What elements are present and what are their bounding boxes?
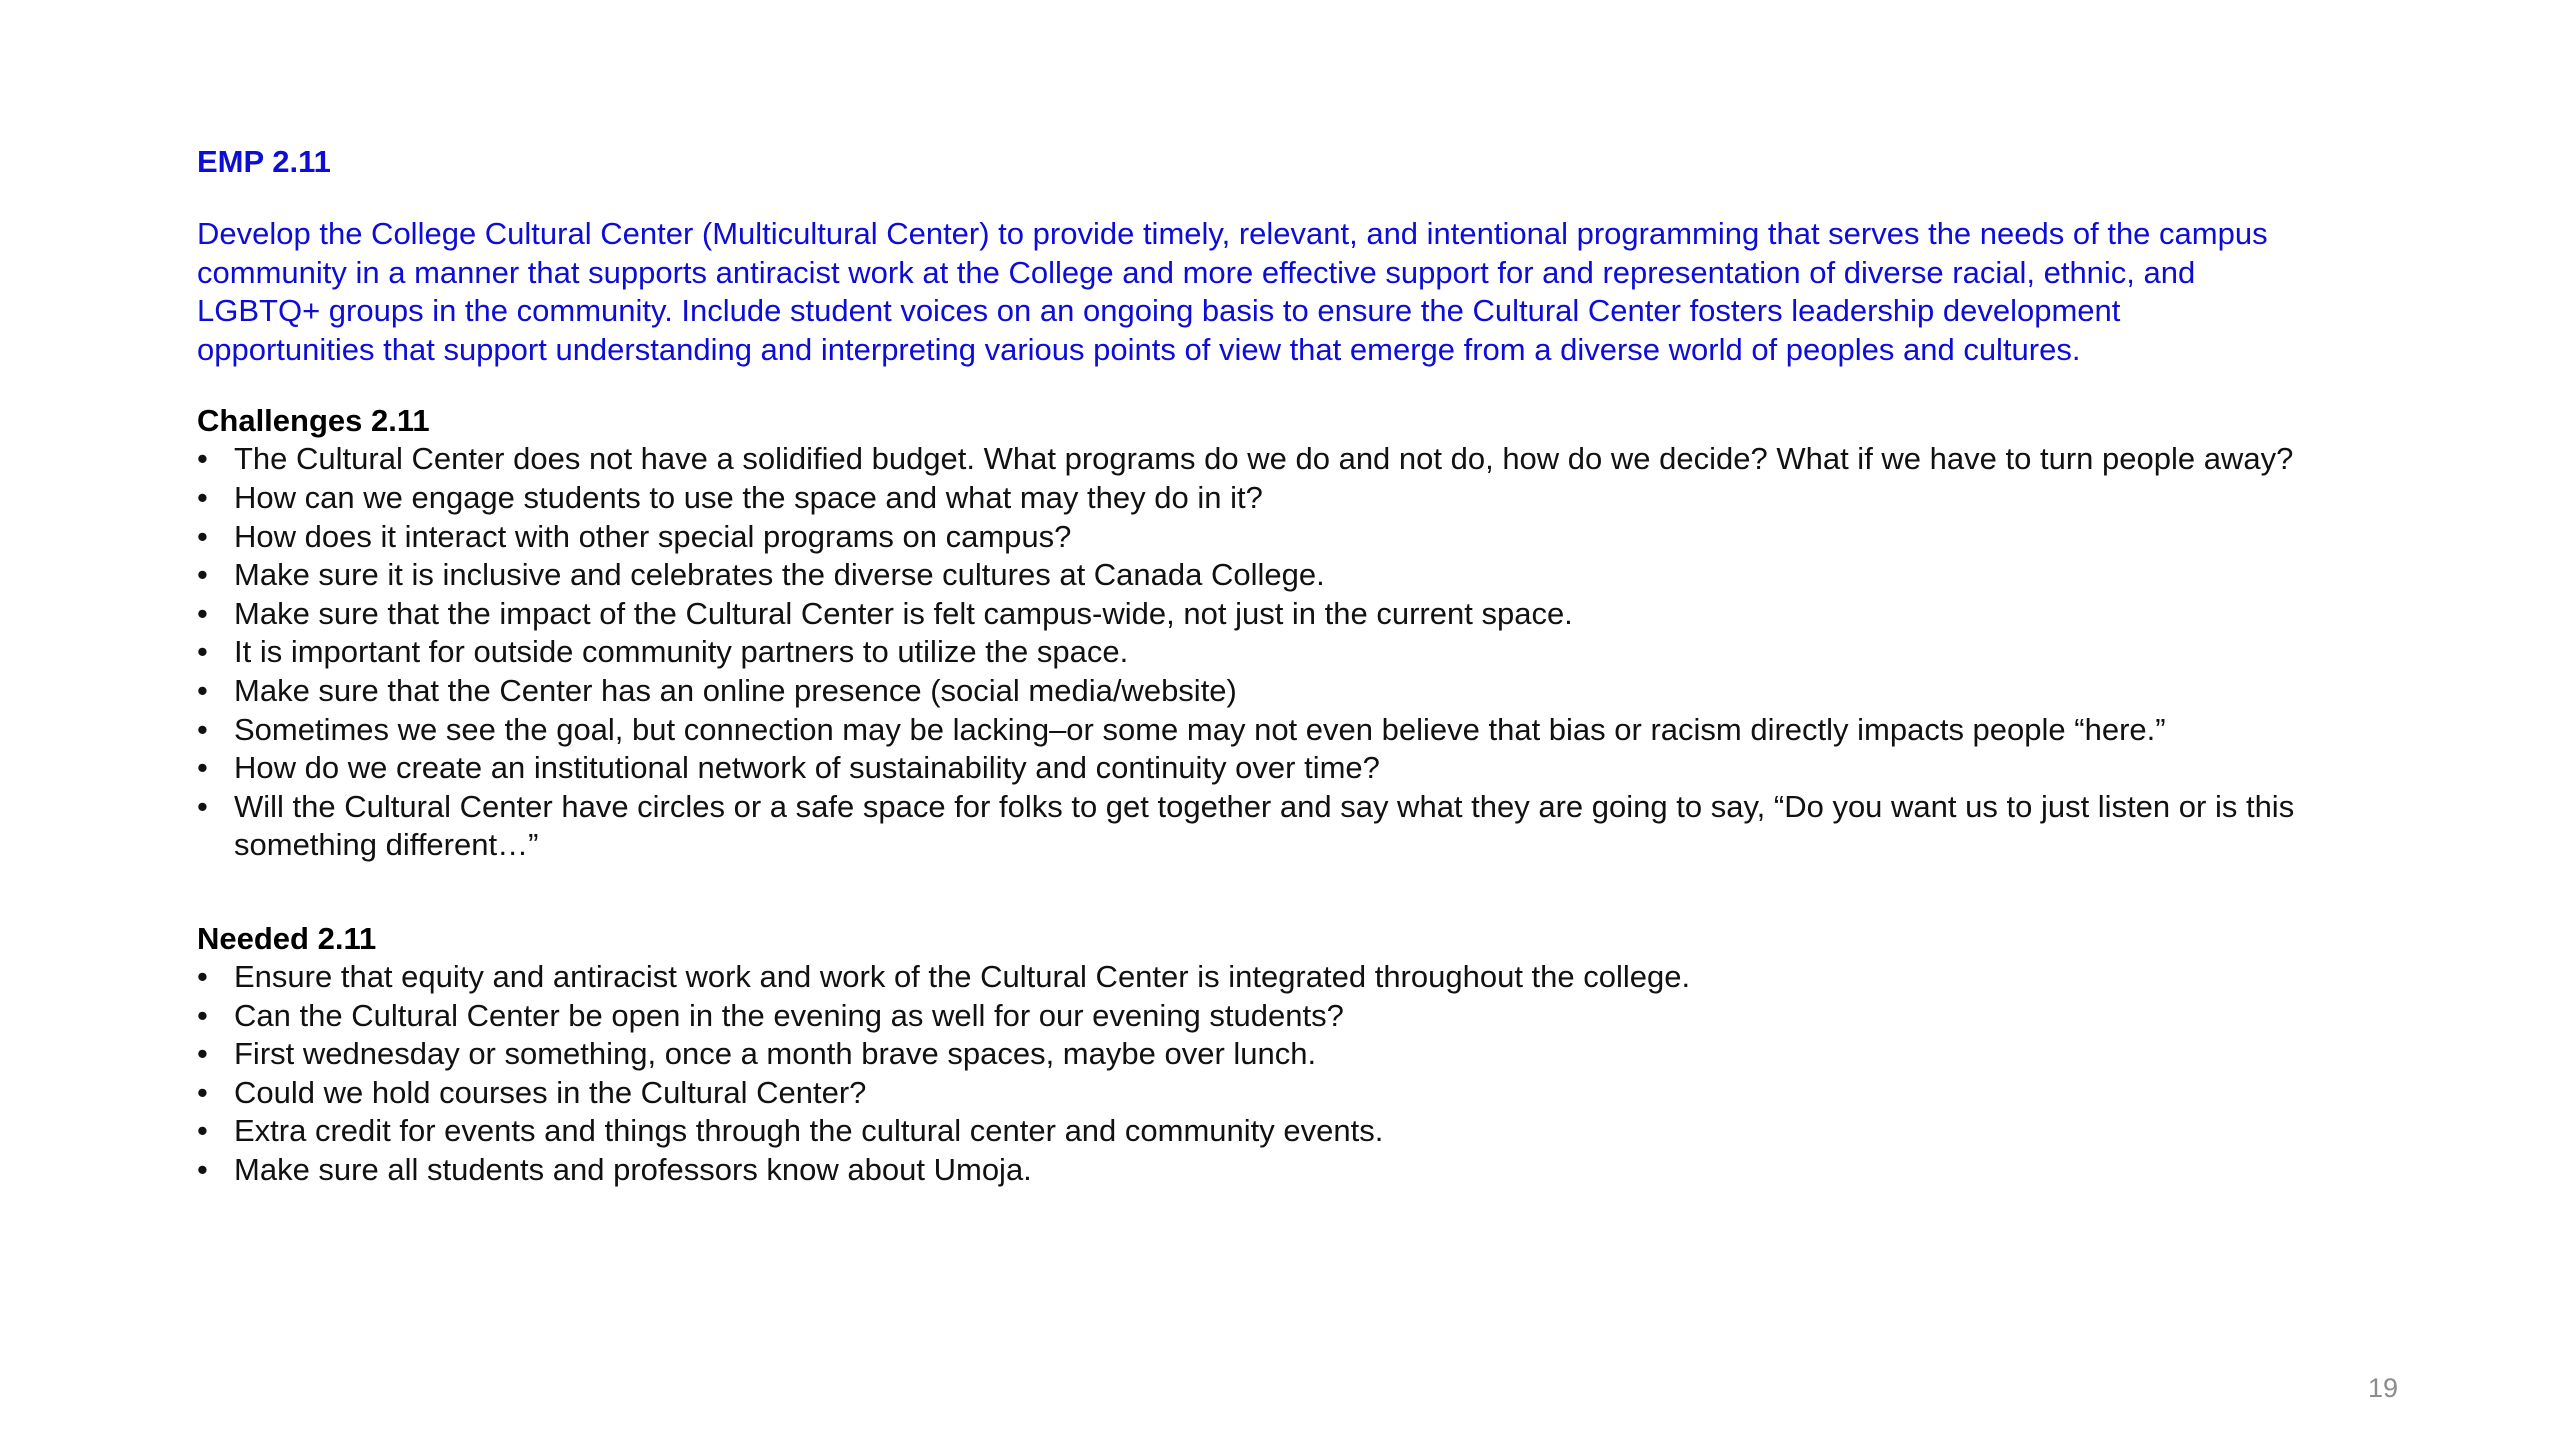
challenge-item (197, 440, 2394, 479)
challenge-item (197, 749, 2394, 788)
bullet-dot: • (197, 750, 208, 786)
challenge-text: How can we engage students to use the space and what may they do in it? (234, 479, 1263, 515)
needed-item (197, 1074, 2394, 1113)
challenge-item (197, 788, 2394, 865)
challenge-item (197, 711, 2394, 750)
needed-item (197, 1112, 2394, 1151)
needed-text: Could we hold courses in the Cultural Center? (234, 1074, 867, 1110)
bullet-dot: • (197, 595, 208, 631)
bullet-dot: • (197, 1151, 208, 1187)
challenge-item (197, 479, 2394, 518)
bullet-dot: • (197, 479, 208, 515)
challenge-text: How does it interact with other special programs on campus? (234, 518, 1072, 554)
bullet-dot: • (197, 634, 208, 670)
needed-text: Make sure all students and professors know about Umoja. (234, 1151, 1032, 1187)
needed-title: Needed 2.11 (197, 920, 377, 956)
challenge-text: Will the Cultural Center have circles or a safe space for folks to get together and say what they are going to say, “Do you want us to just listen or is this something different…” (234, 788, 2295, 863)
challenge-item (197, 672, 2394, 711)
needed-text: Ensure that equity and antiracist work and work of the Cultural Center is integrated throughout the college. (234, 958, 1691, 994)
bullet-dot: • (197, 711, 208, 747)
slide-content (197, 142, 2347, 1189)
needed-item (197, 997, 2394, 1036)
needed-list (197, 958, 2347, 1190)
challenge-text: Sometimes we see the goal, but connection may be lacking–or some may not even believe that bias or racism directly impacts people “here.” (234, 711, 2166, 747)
challenge-item (197, 518, 2394, 557)
challenges-title: Challenges 2.11 (197, 403, 430, 439)
bullet-dot: • (197, 557, 208, 593)
needed-text: First wednesday or something, once a month brave spaces, maybe over lunch. (234, 1036, 1317, 1072)
challenge-text: It is important for outside community partners to utilize the space. (234, 634, 1129, 670)
challenge-text: The Cultural Center does not have a solidified budget. What programs do we do and not do, how do we decide? What if we have to turn people away? (234, 441, 2294, 477)
bullet-dot: • (197, 441, 208, 477)
challenge-text: Make sure it is inclusive and celebrates the diverse cultures at Canada College. (234, 557, 1325, 593)
challenge-item (197, 556, 2394, 595)
page-number: 19 (2367, 1373, 2398, 1403)
emp-title: EMP 2.11 (197, 144, 331, 179)
bullet-dot: • (197, 1036, 208, 1072)
needed-item (197, 958, 2394, 997)
challenges-list (197, 440, 2347, 865)
emp-description: Develop the College Cultural Center (Multicultural Center) to provide timely, relevant, and intentional programming that serves the needs of the campus community in a manner that supports antiracist work at the College and more effective support for and representation of diverse racial, ethnic, and LGBTQ+ groups in the community. Include student voices on an ongoing basis to ensure the Cultural Center fosters leadership development opportunities that support understanding and interpreting various points of view that emerge from a diverse world of peoples and cultures. (197, 216, 2268, 367)
bullet-dot: • (197, 672, 208, 708)
challenge-text: Make sure that the Center has an online presence (social media/website) (234, 672, 1237, 708)
bullet-dot: • (197, 1074, 208, 1110)
bullet-dot: • (197, 958, 208, 994)
bullet-dot: • (197, 788, 208, 824)
bullet-dot: • (197, 1113, 208, 1149)
needed-text: Can the Cultural Center be open in the evening as well for our evening students? (234, 997, 1344, 1033)
needed-text: Extra credit for events and things through the cultural center and community events. (234, 1113, 1384, 1149)
challenge-text: How do we create an institutional network of sustainability and continuity over time? (234, 750, 1380, 786)
challenge-item (197, 595, 2394, 634)
challenge-item (197, 633, 2394, 672)
needed-item (197, 1151, 2394, 1190)
challenge-text: Make sure that the impact of the Cultural Center is felt campus-wide, not just in the current space. (234, 595, 1573, 631)
bullet-dot: • (197, 518, 208, 554)
needed-item (197, 1035, 2394, 1074)
bullet-dot: • (197, 997, 208, 1033)
